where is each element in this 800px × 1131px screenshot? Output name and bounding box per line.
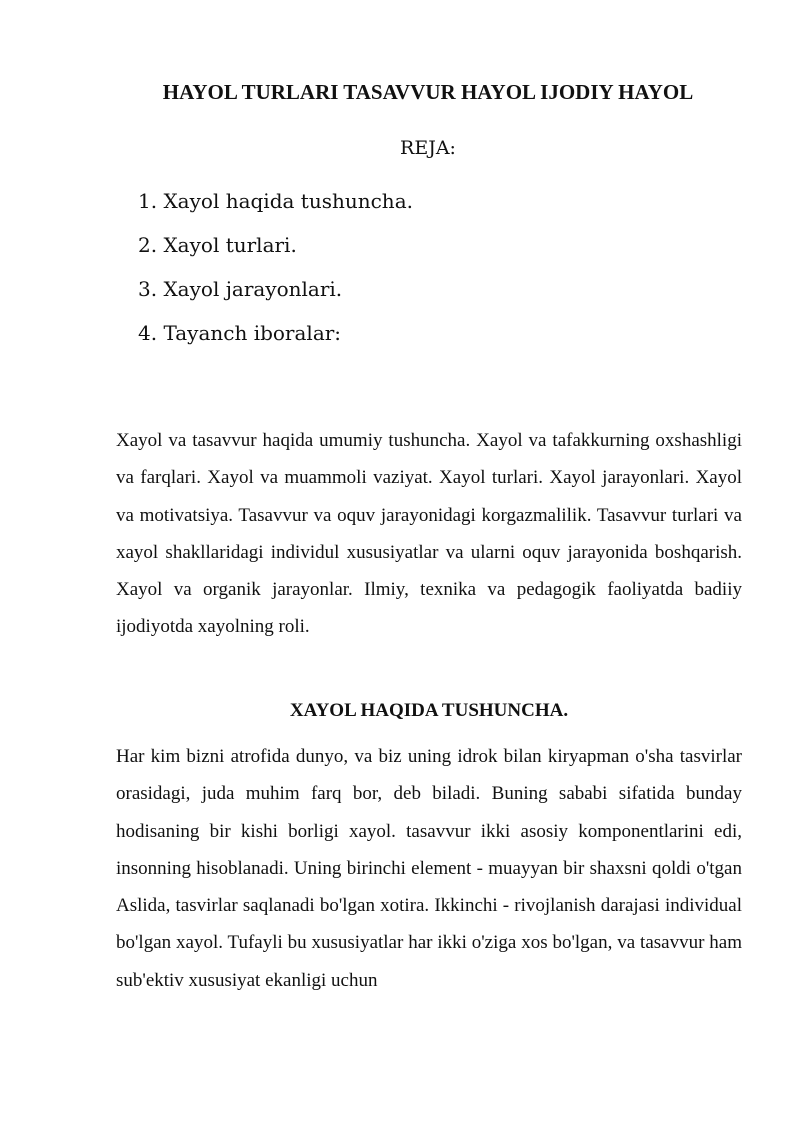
document-title: HAYOL TURLARI TASAVVUR HAYOL IJODIY HAYOL <box>162 80 694 104</box>
body-paragraph: Har kim bizni atrofida dunyo, va biz uning idrok bilan kiryapman o'sha tasvirlar orasidagi, juda muhim farq bor, deb biladi. Buning sababi sifatida bunday hodisaning bir kishi borligi xayol. tasavvur ikki asosiy komponentlarini edi, insonning hisoblanadi. Uning birinchi element - muayyan bir shaxsni qoldi o'tgan Aslida, tasvirlar saqlanadi bo'lgan xotira. Ikkinchi - rivojlanish darajasi individual bo'lgan xayol. Tufayli bu xususiyatlar har ikki o'ziga xos bo'lgan, va tasavvur ham sub'ektiv xususiyat ekanligi uchun <box>116 746 742 991</box>
plan-list <box>138 186 413 362</box>
intro-paragraph: Xayol va tasavvur haqida umumiy tushuncha. Xayol va tafakkurning oxshashligi va farqlari. Xayol va muammoli vaziyat. Xayol turlari. Xayol jarayonlari. Xayol va motivatsiya. Tasavvur va oquv jarayonidagi korgazmalilik. Tasavvur turlari va xayol shakllaridagi individul xususiyatlar va ularni oquv jarayonida boshqarish. Xayol va organik jarayonlar. Ilmiy, texnika va pedagogik faoliyatda badiiy ijodiyotda xayolning roli. <box>116 430 742 638</box>
section-heading: XAYOL HAQIDA TUSHUNCHA. <box>289 700 569 721</box>
plan-item: 1. Xayol haqida tushuncha. <box>138 189 413 213</box>
plan-label: REJA: <box>400 137 456 159</box>
plan-item: 4. Tayanch iboralar: <box>138 321 342 345</box>
plan-item: 2. Xayol turlari. <box>138 233 297 257</box>
plan-item: 3. Xayol jarayonlari. <box>138 277 343 301</box>
